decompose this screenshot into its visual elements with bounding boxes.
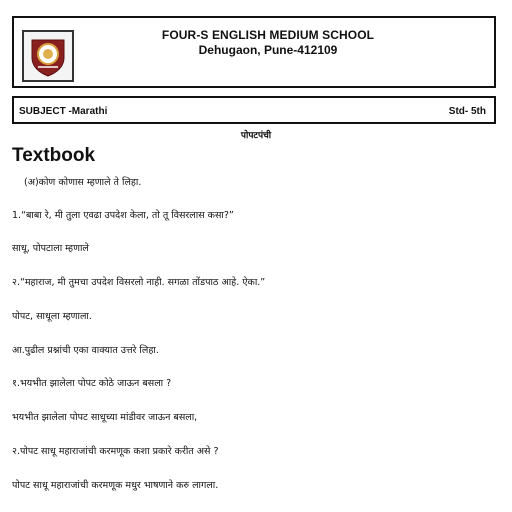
subject-label: SUBJECT -Marathi	[19, 106, 108, 117]
question-2: २.“महाराज, मी तुमचा उपदेश विसरलो नाही. सगळा तोंडपाठ आहे. ऐका.”	[12, 277, 266, 288]
school-name: FOUR-S ENGLISH MEDIUM SCHOOL	[161, 28, 375, 42]
question-a-heading: (अ)कोण कोणास म्हणाले ते लिहा.	[24, 177, 142, 188]
school-address: Dehugaon, Pune-412109	[198, 43, 338, 57]
answer-2: पोपट, साधूला म्हणाला.	[12, 311, 92, 322]
answer-b1: भयभीत झालेला पोपट साधूच्या मांडीवर जाऊन बसला,	[12, 412, 198, 423]
answer-1: साधू, पोपटाला म्हणाले	[12, 243, 89, 254]
question-b-heading: आ.पुढील प्रश्नांची एका वाक्यात उत्तरे लिहा.	[12, 345, 159, 356]
subject-bar	[12, 96, 496, 124]
question-b1: १.भयभीत झालेला पोपट कोठे जाऊन बसला ?	[12, 378, 172, 389]
question-1: 1.“बाबा रे, मी तुला एवढा उपदेश केला, तो तू विसरलास कसा?”	[12, 210, 234, 221]
question-b2: २.पोपट साधू महाराजांची करमणूक कशा प्रकारे करीत असे ?	[12, 446, 219, 457]
standard-label: Std- 5th	[448, 106, 486, 117]
section-heading: Textbook	[12, 145, 96, 166]
answer-b2: पोपट साधू महाराजांची करमणूक मधुर भाषणाने करु लागला.	[12, 480, 219, 491]
school-header	[12, 16, 496, 88]
chapter-title: पोपटपंची	[240, 131, 272, 141]
